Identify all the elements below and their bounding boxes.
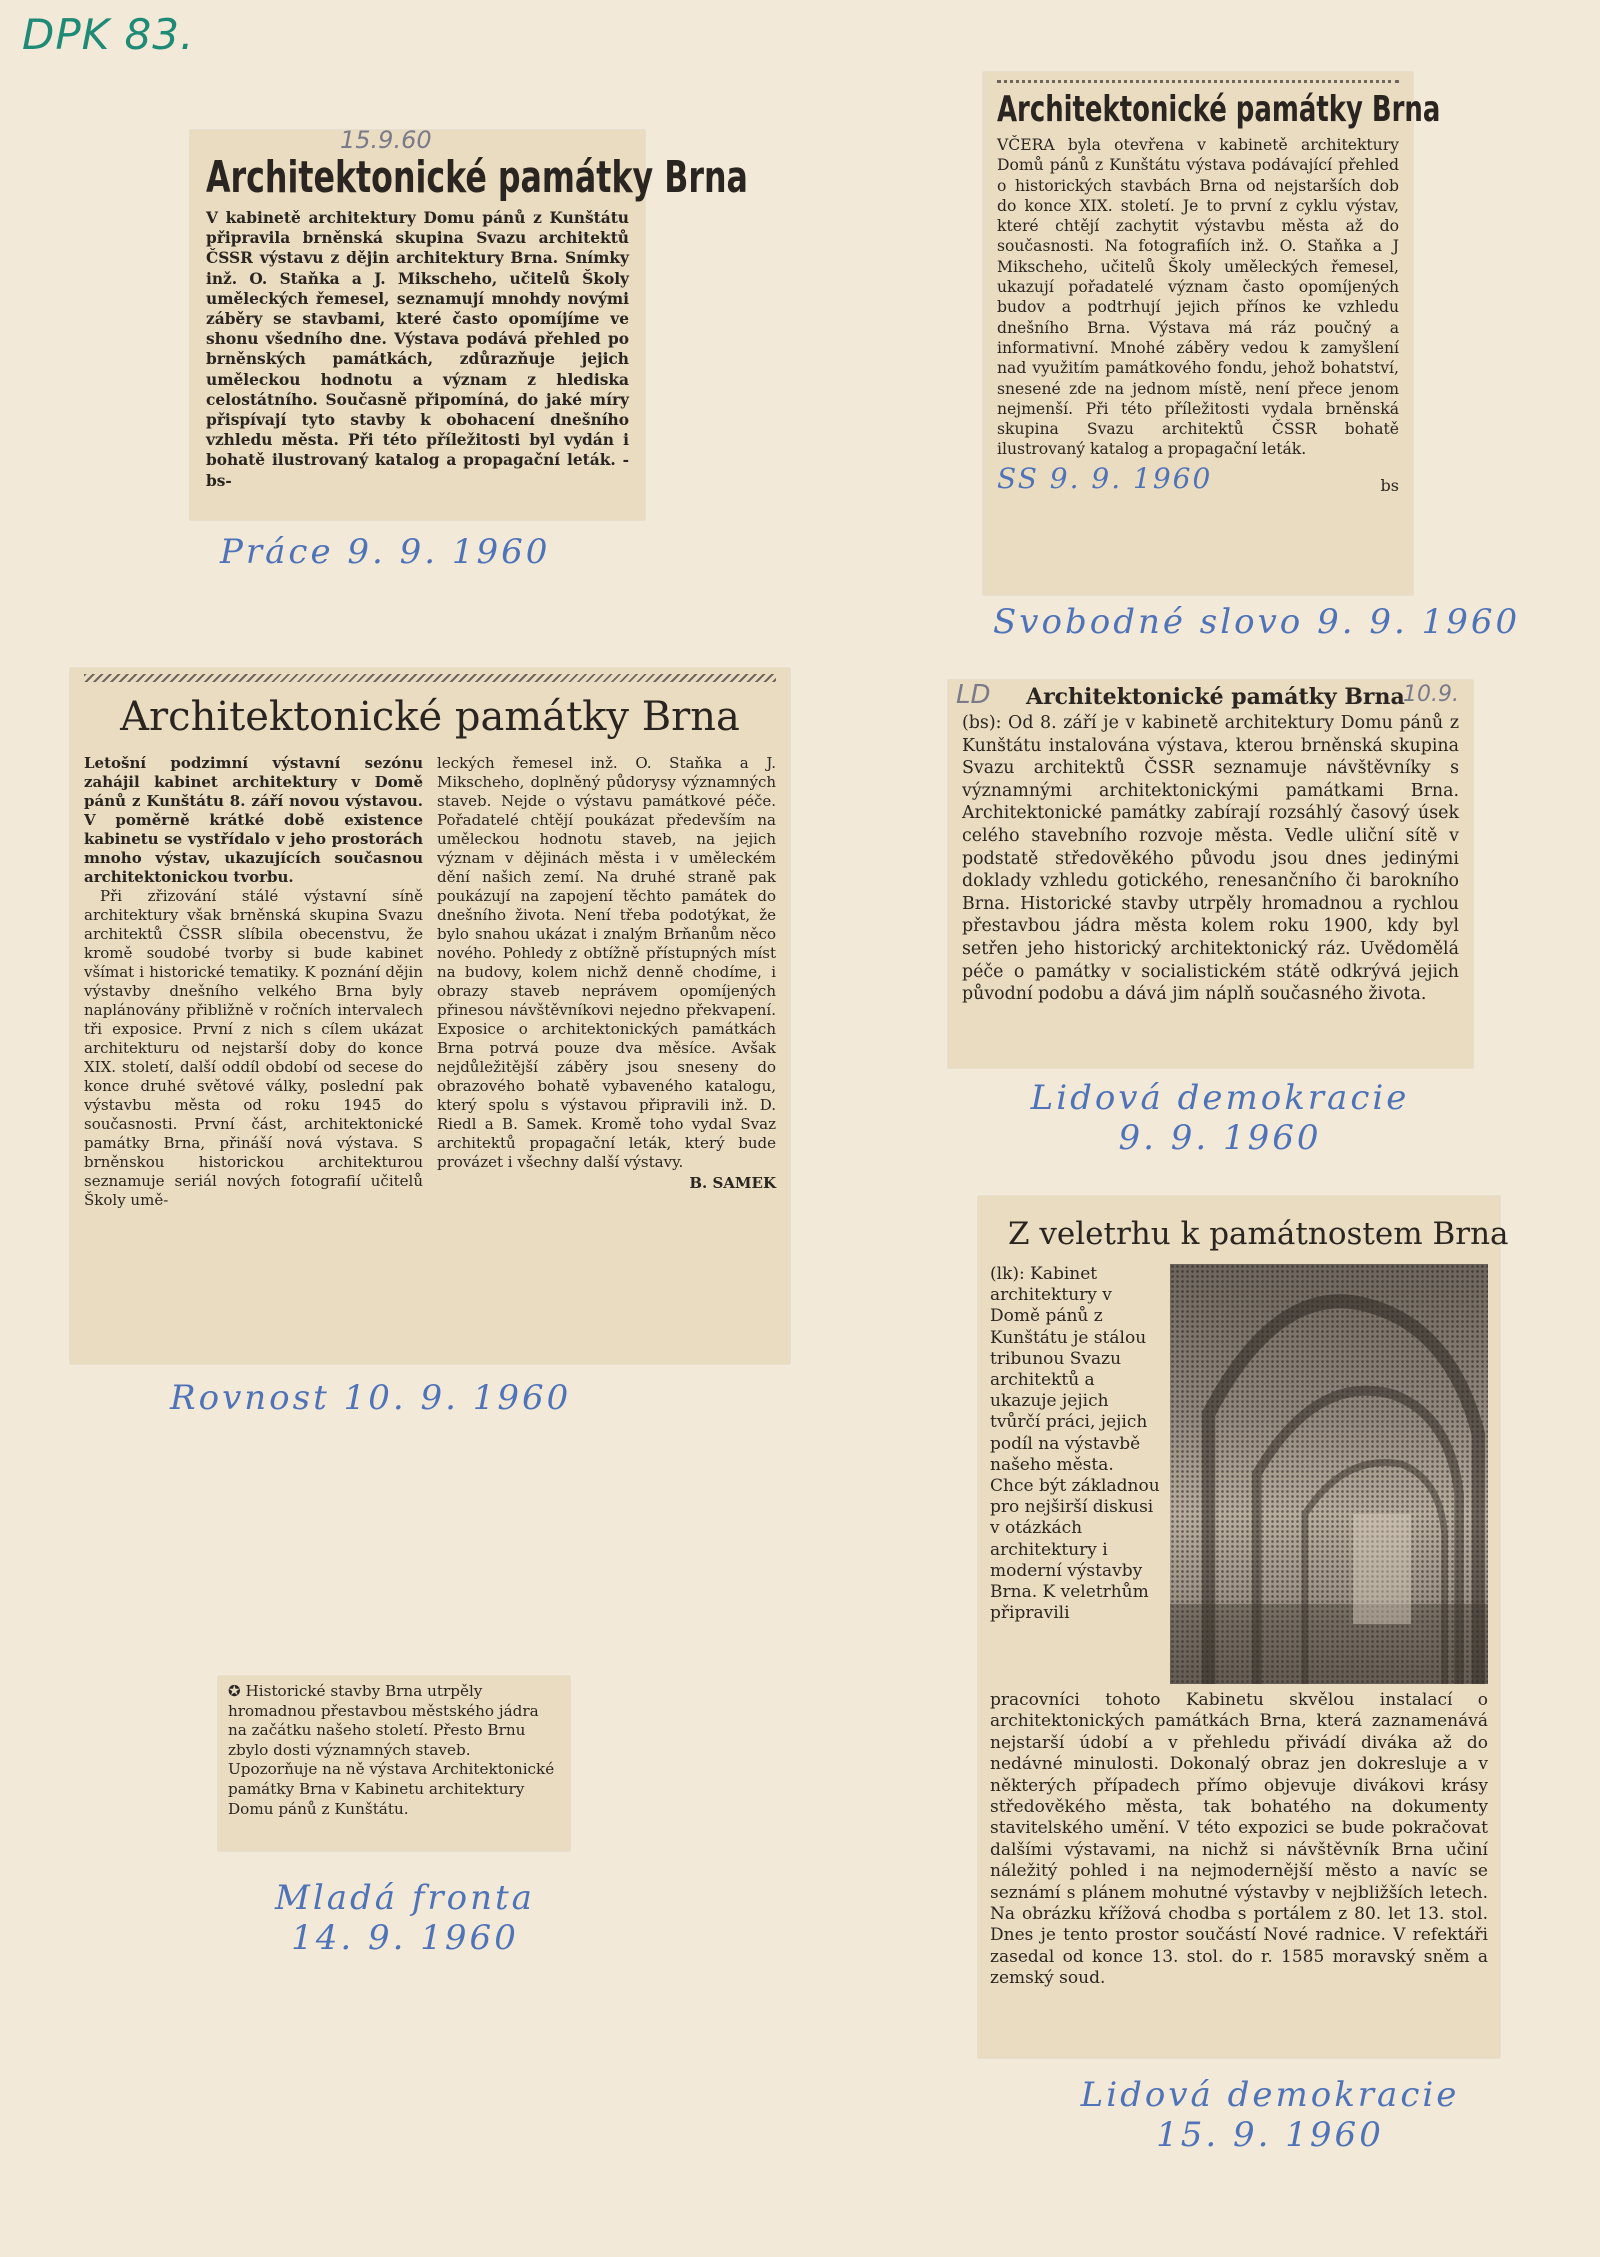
clipping-prace (190, 126, 748, 520)
clipping-body: ✪ Historické stavby Brna utrpěly hromadnou přestavbou městského jádra na začátku našeho století. Přesto Brnu zbylo dosti významných staveb. Upozorňuje na ně výstava Architektonické památky Brna v Kabinetu architektury Domu pánů z Kunštátu. (228, 1682, 555, 1818)
column-right (437, 754, 776, 1210)
clipping-body: V kabinetě architektury Domu pánů z Kunštátu připravila brněnská skupina Svazu architektů ČSSR výstavu z dějin architektury Brna. Snímky inž. O. Staňka a J. Mikscheho, učitelů Školy uměleckých řemesel, seznamují mnohdy novými záběry se stavbami, které často opomíjíme ve shonu všedního dne. Výstava podává přehled po brněnských památkách, zdůrazňuje jejich uměleckou hodnotu a význam z hlediska celostátního. Současně připomíná, do jaké míry přispívají tyto stavby k obohacení dnešního vzhledu města. Při této příležitosti byl vydán i bohatě ilustrovaný katalog a propagační leták. -bs- (206, 209, 629, 490)
clipping-title: Architektonické památky Brna (120, 694, 740, 740)
clipping-title: Architektonické památky Brna (997, 89, 1441, 130)
signature: bs (1380, 475, 1399, 495)
source-date: 15. 9. 1960 (1156, 2115, 1384, 2155)
clipping-lidova-demokracie-1 (948, 680, 1473, 1068)
body-full: pracovníci tohoto Kabinetu skvělou instalací o architektonických památkách Brna, která zaznamenává nejstarší údobí a v přehledu přivádí diváka až do nedávné minulosti. Dokonalý obraz jen dokresluje a v některých případech přímo objevuje divákovi krásy středověkého města, tak bohatého na dokumenty stavitelského umění. V této expozici se bude pokračovat dalšími výstavami, na nichž si návštěvník Brna učiní náležitý pohled i na nejmodernější město a navíc se seznámí s plánem mohutné výstavby v nejbližších letech. Na obrázku křížová chodba s portálem z 80. let 13. stol. Dnes je tento prostor součástí Nové radnice. V refektáři zasedal od konce 13. stol. do r. 1585 moravský sněm a zemský soud. (990, 1690, 1488, 1989)
source-name: Lidová demokracie (1030, 1078, 1410, 1118)
source-name: Lidová demokracie (1080, 2075, 1460, 2115)
source-date: 9. 9. 1960 (1118, 1118, 1322, 1158)
clipping-title: Architektonické památky Brna (206, 152, 748, 203)
clipping-rovnost (70, 668, 790, 1364)
lead-paragraph: Letošní podzimní výstavní sezónu zahájil kabinet architektury v Domě pánů z Kunštátu 8. září novou výstavou. V poměrně krátké době existence kabinetu se vystřídalo v jeho prostorách mnoho výstav, ukazujících současnou architektonickou tvorbu. (84, 754, 423, 886)
clipping-title: Z veletrhu k památnostem Brna (1008, 1216, 1509, 1252)
body-right: leckých řemesel inž. O. Staňka a J. Mikscheho, doplněný půdorysy významných staveb. Nejde o výstavu památkové péče. Pořadatelé chtějí poukázat především na uměleckou hodnotu staveb, na jejich význam v dějinách města i v uměleckém dění našich zemí. Na druhé straně pak poukázují na zapojení těchto památek do dnešního života. Není třeba podotýkat, že bylo snahou ukázat i znalým Brňanům něco nového. Pohledy z obtížně přístupných míst na budovy, kolem nichž denně chodíme, i obrazy staveb neprávem opomíjených přinesou návštěvníkovi nejedno překvapení. Exposice o architektonických památkách Brna potrvá pouze dva měsíce. Avšak nejdůležitější záběry jsou sneseny do obrazového bohatě vybaveného katalogu, který spolu s výstavou připravili inž. D. Riedl a B. Samek. Kromě toho vydal Svaz architektů propagační leták, který bude provázet i všechny další výstavy. (437, 754, 776, 1171)
source-note-mlada-fronta (225, 1878, 585, 1958)
clipping-body: (bs): Od 8. září je v kabinetě architektury Domu pánů z Kunštátu instalována výstava, kterou brněnská skupina Svazu architektů ČSSR seznamuje návštěvníky s významnými architektonickými památkami Brna. Architektonické památky zabírají rozsáhlý časový úsek celého stavebního rozvoje města. Vedle uliční sítě v podstatě středověkého původu jsou dnes jedinými doklady vzhledu gotického, renesančního či barokního Brna. Historické stavby utrpěly hromadnou a rychlou přestavbou jádra města kolem roku 1900, kdy byl setřen jeho historický architektonický ráz. Uvědomělá péče o památky v socialistickém státě odkrývá jejich původní podobu a dává jim náplň současného života. (962, 713, 1459, 1005)
pencil-mark-left: LD (956, 680, 991, 710)
photo-cloister-corridor (1170, 1264, 1488, 1684)
source-note-lidova-demokracie-2 (1030, 2075, 1510, 2155)
source-note-rovnost: Rovnost 10. 9. 1960 (170, 1378, 572, 1418)
clipping-columns (84, 754, 776, 1210)
pencil-mark-right: 10.9. (1403, 682, 1459, 707)
page-number-mark: DPK 83. (22, 10, 195, 59)
clipping-title: Architektonické památky Brna (1026, 684, 1405, 710)
clipping-mlada-fronta (218, 1676, 570, 1851)
source-note-lidova-demokracie-1 (1010, 1078, 1430, 1158)
clipping-lidova-demokracie-2 (978, 1196, 1509, 2058)
source-note-svobodne-slovo: Svobodné slovo 9. 9. 1960 (993, 602, 1521, 642)
source-note-prace: Práce 9. 9. 1960 (220, 532, 551, 572)
cloister-arches-illustration (1170, 1264, 1488, 1684)
clipping-body: VČERA byla otevřena v kabinetě architektury Domů pánů z Kunštátu výstava podávající přehled o historických stavbách Brna od nejstarších dob do konce XIX. století. Je to první z cyklu výstav, které chtějí zachytit výstavbu města až do současnosti. Na fotografiích inž. O. Staňka a J Mikscheho, učitelů Školy uměleckých řemesel, ukazují pořadatelé význam často opomíjených budov a podtrhují jejich přínos ke vzhledu dnešního Brna. Výstava má ráz poučný a informativní. Mnohé záběry vedou k zamyšlení nad využitím památkového fondu, jehož bohatství, snesené zde na jednom místě, není přece jenom nejmenší. Při této příležitosti vydala brněnská skupina Svazu architektů ČSSR bohatě ilustrovaný katalog a propagační leták. (997, 136, 1399, 459)
pencil-date: 15.9.60 (340, 126, 432, 154)
stamp-date: SS 9. 9. 1960 (997, 461, 1213, 495)
top-rule (997, 80, 1399, 87)
source-date: 14. 9. 1960 (291, 1918, 519, 1958)
signature: B. SAMEK (689, 1174, 776, 1192)
top-border (84, 674, 776, 682)
clipping-footer (997, 462, 1399, 495)
source-name: Mladá fronta (275, 1878, 535, 1918)
column-left (84, 754, 423, 1210)
body-left: Při zřizování stálé výstavní síně architektury však brněnská skupina Svazu architektů ČSSR slíbila obecenstvu, že kromě soudobé tvorby si bude kabinet všímat i historické tematiky. K poznání dějin výstavby dnešního velkého Brna byly naplánovány přibližně v ročních intervalech tři exposice. První z nich s cílem ukázat architekturu od nejstarší doby do konce XIX. století, další oddíl období od secese do konce druhé světové války, poslední pak výstavbu města od roku 1945 do současnosti. První část, architektonické památky Brna, přináší nová výstava. S brněnskou historickou architekturou seznamuje seriál nových fotografií učitelů Školy umě- (84, 887, 423, 1209)
text-and-photo (990, 1264, 1488, 1684)
body-left: (lk): Kabinet architektury v Domě pánů z Kunštátu je stálou tribunou Svazu architektů a ukazuje jejich tvůrčí práci, jejich podíl na výstavbě našeho města. Chce být základnou pro nejširší diskusi v otázkách architektury i moderní výstavby Brna. K veletrhům připravili (990, 1264, 1160, 1624)
clipping-svobodne-slovo (983, 72, 1441, 595)
